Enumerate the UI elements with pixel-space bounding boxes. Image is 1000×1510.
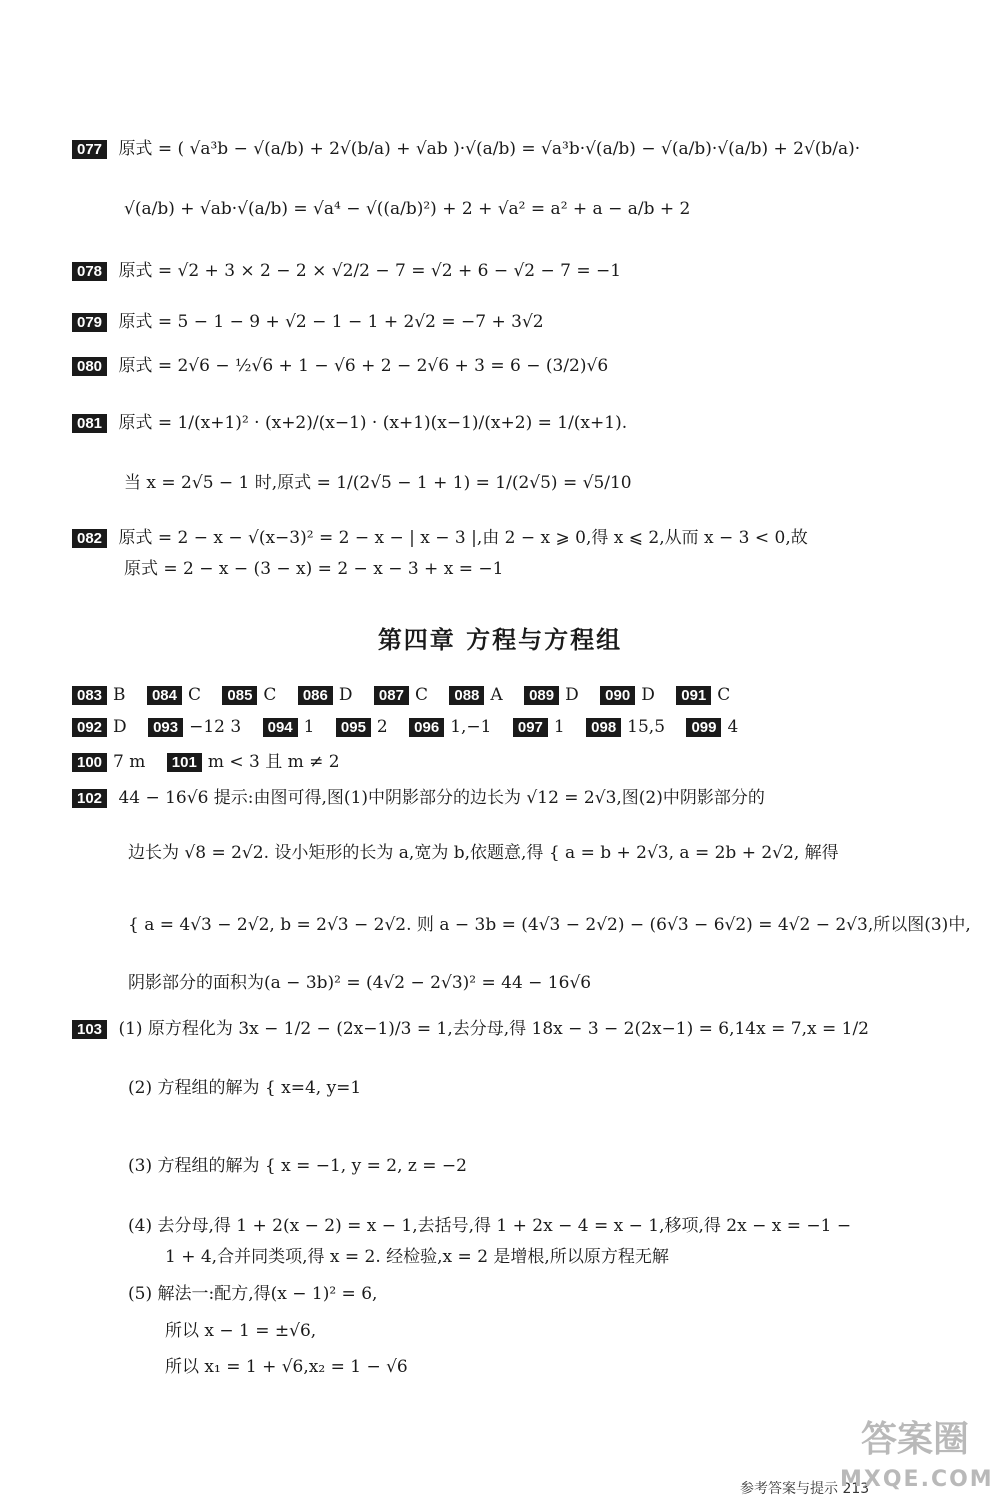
problem-103-s5b <box>165 1318 940 1344</box>
answer-value: D <box>338 685 353 705</box>
problem-number-badge: 102 <box>72 789 107 808</box>
answer-number-badge: 091 <box>676 686 711 705</box>
answers-row-2 <box>72 714 940 740</box>
problem-number-badge: 077 <box>72 140 107 159</box>
answer-number-badge: 087 <box>374 686 409 705</box>
answer-number-badge: 096 <box>409 718 444 737</box>
answer-number-badge: 101 <box>167 753 202 772</box>
problem-text: 所以 x − 1 = ±√6, <box>165 1321 317 1341</box>
problem-077-line1 <box>72 136 940 162</box>
answer-number-badge: 084 <box>147 686 182 705</box>
answer-value: 15,5 <box>627 717 666 737</box>
problem-number-badge: 081 <box>72 414 107 433</box>
problem-103-s2 <box>128 1075 940 1101</box>
problem-081-line1 <box>72 410 940 436</box>
problem-102-line4 <box>128 970 940 996</box>
problem-text: 原式 = 1/(x+1)² · (x+2)/(x−1) · (x+1)(x−1)/(x+2) = 1/(x+1). <box>118 413 628 433</box>
problem-text: (2) 方程组的解为 { x=4, y=1 <box>128 1078 362 1098</box>
problem-077-line2 <box>124 196 940 222</box>
problem-103-s5c <box>165 1354 940 1380</box>
problem-text: (5) 解法一:配方,得(x − 1)² = 6, <box>128 1284 378 1304</box>
problem-text: (3) 方程组的解为 { x = −1, y = 2, z = −2 <box>128 1156 467 1176</box>
problem-text: 阴影部分的面积为(a − 3b)² = (4√2 − 2√3)² = 44 − 16√6 <box>128 973 592 993</box>
answer-value: D <box>641 685 655 705</box>
watermark-logo <box>840 1419 994 1500</box>
answer-value: D <box>113 717 127 737</box>
answer-value: 1,−1 <box>450 717 492 737</box>
problem-text: 原式 = ( √a³b − √(a/b) + 2√(b/a) + √ab )·√(a/b) = √a³b·√(a/b) − √(a/b)·√(a/b) + 2√(b/a)· <box>118 139 861 159</box>
page-footer: 参考答案与提示 213 <box>740 1481 870 1497</box>
chapter-title: 第四章 方程与方程组 <box>377 625 623 654</box>
answer-number-badge: 090 <box>600 686 635 705</box>
problem-text: 当 x = 2√5 − 1 时,原式 = 1/(2√5 − 1 + 1) = 1/(2√5) = √5/10 <box>124 473 632 493</box>
problem-102-line1 <box>72 785 940 811</box>
answers-row-1 <box>72 682 940 708</box>
answer-value: D <box>565 685 579 705</box>
answer-number-badge: 100 <box>72 753 107 772</box>
problem-103-s4a <box>128 1213 940 1239</box>
answer-number-badge: 097 <box>513 718 548 737</box>
problem-103-s3 <box>128 1153 940 1179</box>
problem-103-s5a <box>128 1281 940 1307</box>
problem-number-badge: 079 <box>72 313 107 332</box>
answer-value: 1 <box>553 717 565 737</box>
problem-text: 原式 = 5 − 1 − 9 + √2 − 1 − 1 + 2√2 = −7 + 3√2 <box>118 312 544 332</box>
problem-text: 44 − 16√6 提示:由图可得,图(1)中阴影部分的边长为 √12 = 2√3,图(2)中阴影部分的 <box>118 788 765 808</box>
problem-082-line2 <box>124 556 940 582</box>
problem-text: 原式 = 2√6 − ½√6 + 1 − √6 + 2 − 2√6 + 3 = 6 − (3/2)√6 <box>118 356 609 376</box>
problem-number-badge: 082 <box>72 529 107 548</box>
answer-number-badge: 089 <box>524 686 559 705</box>
problem-text: 边长为 √8 = 2√2. 设小矩形的长为 a,宽为 b,依题意,得 { a = b + 2√3, a = 2b + 2√2, 解得 <box>128 843 839 863</box>
answer-number-badge: 088 <box>449 686 484 705</box>
answer-value: B <box>113 685 126 705</box>
answer-number-badge: 092 <box>72 718 107 737</box>
answer-value: 4 <box>727 717 739 737</box>
problem-text: 1 + 4,合并同类项,得 x = 2. 经检验,x = 2 是增根,所以原方程无解 <box>165 1247 669 1267</box>
answer-value: C <box>717 685 731 705</box>
problem-082-line1 <box>72 525 940 551</box>
problem-text: 原式 = √2 + 3 × 2 − 2 × √2/2 − 7 = √2 + 6 − √2 − 7 = −1 <box>118 261 622 281</box>
problem-text: √(a/b) + √ab·√(a/b) = √a⁴ − √((a/b)²) + 2 + √a² = a² + a − a/b + 2 <box>124 199 691 219</box>
problem-103-s4b <box>165 1244 940 1270</box>
problem-102-line3 <box>128 912 971 938</box>
problem-number-badge: 103 <box>72 1020 107 1039</box>
problem-text: (4) 去分母,得 1 + 2(x − 2) = x − 1,去括号,得 1 + 2x − 4 = x − 1,移项,得 2x − x = −1 − <box>128 1216 852 1236</box>
answer-value: C <box>263 685 277 705</box>
problem-102-line2 <box>128 840 940 866</box>
problem-079 <box>72 309 940 335</box>
answer-value: −12 3 <box>189 717 242 737</box>
problem-080 <box>72 353 940 379</box>
answer-number-badge: 095 <box>336 718 371 737</box>
answer-number-badge: 098 <box>586 718 621 737</box>
problem-081-line2 <box>124 470 940 496</box>
answer-number-badge: 085 <box>222 686 257 705</box>
answer-value: C <box>187 685 201 705</box>
answer-number-badge: 094 <box>263 718 298 737</box>
answer-number-badge: 093 <box>148 718 183 737</box>
watermark-title: 答案圈 <box>860 1419 969 1460</box>
problem-text: 原式 = 2 − x − (3 − x) = 2 − x − 3 + x = −1 <box>124 559 504 579</box>
answer-value: 2 <box>376 717 388 737</box>
problem-text: 原式 = 2 − x − √(x−3)² = 2 − x − | x − 3 |,由 2 − x ⩾ 0,得 x ⩽ 2,从而 x − 3 < 0,故 <box>118 528 808 548</box>
problem-103-s1 <box>72 1016 940 1042</box>
answer-number-badge: 086 <box>298 686 333 705</box>
watermark-url: MXQE.COM <box>840 1467 994 1492</box>
problem-text: { a = 4√3 − 2√2, b = 2√3 − 2√2. 则 a − 3b = (4√3 − 2√2) − (6√3 − 6√2) = 4√2 − 2√3,所以图(3)中, <box>128 915 971 935</box>
answers-row-3 <box>72 749 940 775</box>
answer-value: 7 m <box>113 752 146 772</box>
problem-078 <box>72 258 940 284</box>
answer-value: C <box>414 685 428 705</box>
answer-value: A <box>490 685 503 705</box>
problem-number-badge: 078 <box>72 262 107 281</box>
problem-text: (1) 原方程化为 3x − 1/2 − (2x−1)/3 = 1,去分母,得 18x − 3 − 2(2x−1) = 6,14x = 7,x = 1/2 <box>118 1019 869 1039</box>
problem-number-badge: 080 <box>72 357 107 376</box>
answer-value: m < 3 且 m ≠ 2 <box>207 752 340 772</box>
answer-number-badge: 099 <box>686 718 721 737</box>
answer-value: 1 <box>303 717 315 737</box>
problem-text: 所以 x₁ = 1 + √6,x₂ = 1 − √6 <box>165 1357 408 1377</box>
answer-number-badge: 083 <box>72 686 107 705</box>
